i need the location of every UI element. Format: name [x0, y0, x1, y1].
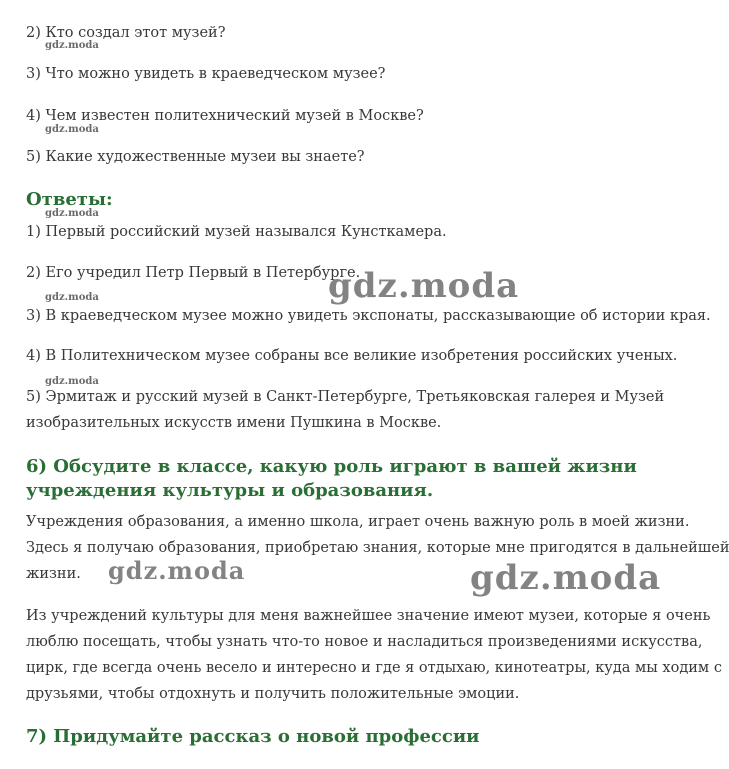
question-3: 3) Что можно увидеть в краеведческом музее? — [26, 66, 386, 82]
watermark-small: gdz.moda — [45, 40, 99, 51]
watermark-small: gdz.moda — [45, 208, 99, 219]
next-heading-text: 7) Придумайте рассказ о новой профессии — [26, 726, 480, 747]
watermark-small: gdz.moda — [45, 376, 99, 387]
answer-2: 2) Его учредил Петр Первый в Петербурге. — [26, 265, 361, 281]
answer-1: 1) Первый российский музей назывался Кунсткамера. — [26, 224, 447, 240]
answer-5-line2: изобразительных искусств имени Пушкина в Москве. — [26, 415, 442, 431]
paragraph-line: друзьями, чтобы отдохнуть и получить положительные эмоции. — [26, 686, 520, 702]
watermark-large: gdz.moda — [108, 556, 246, 585]
next-heading-cut — [26, 726, 480, 747]
paragraph-line: Здесь я получаю образования, приобретаю знания, которые мне пригодятся в дальнейшей — [26, 540, 729, 556]
answer-5-line1: 5) Эрмитаж и русский музей в Санкт-Петербурге, Третьяковская галерея и Музей — [26, 389, 665, 405]
task-6-paragraph-2 — [26, 603, 722, 707]
watermark-small: gdz.moda — [45, 292, 99, 303]
answer-3: 3) В краеведческом музее можно увидеть экспонаты, рассказывающие об истории края. — [26, 308, 711, 324]
task-6-heading-line2: учреждения культуры и образования. — [26, 480, 434, 501]
task-6-heading-line1: 6) Обсудите в классе, какую роль играют в вашей жизни — [26, 456, 637, 477]
answers-heading: Ответы: — [26, 189, 113, 210]
question-2: 2) Кто создал этот музей? — [26, 25, 226, 41]
question-4: 4) Чем известен политехнический музей в Москве? — [26, 108, 424, 124]
question-5: 5) Какие художественные музеи вы знаете? — [26, 149, 365, 165]
watermark-large: gdz.moda — [470, 558, 662, 598]
paragraph-line: Из учреждений культуры для меня важнейшее значение имеют музеи, которые я очень — [26, 608, 711, 624]
paragraph-line: люблю посещать, чтобы узнать что-то новое и насладиться произведениями искусства, — [26, 634, 703, 650]
paragraph-line: Учреждения образования, а именно школа, играет очень важную роль в моей жизни. — [26, 514, 690, 530]
paragraph-line: жизни. — [26, 566, 81, 582]
paragraph-line: цирк, где всегда очень весело и интересно и где я отдыхаю, кинотеатры, куда мы ходим с — [26, 660, 722, 676]
watermark-small: gdz.moda — [45, 124, 99, 135]
answer-4: 4) В Политехническом музее собраны все великие изобретения российских ученых. — [26, 348, 678, 364]
watermark-large: gdz.moda — [328, 266, 520, 306]
